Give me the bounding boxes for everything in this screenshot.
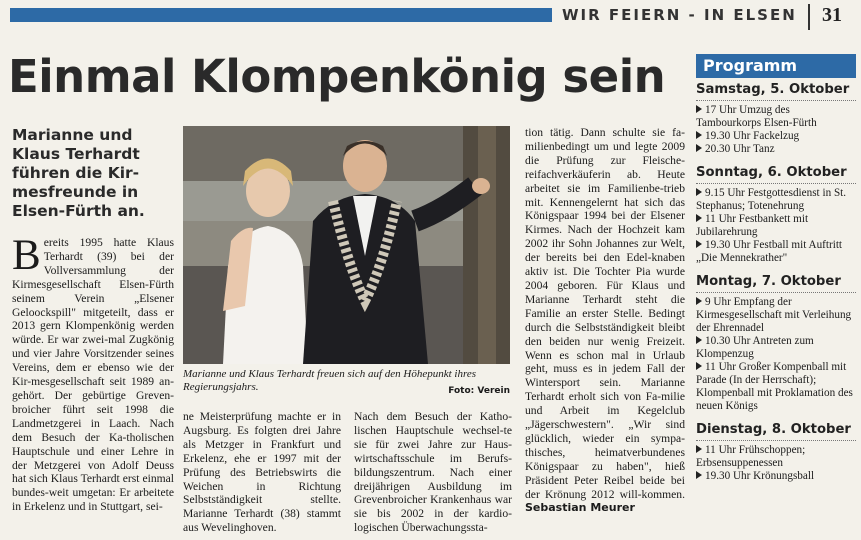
caption-text: Marianne und Klaus Terhardt freuen sich auf den Höhepunkt ihres Regierungsjahrs. [183, 368, 477, 393]
program-event [696, 296, 856, 335]
program-event [696, 361, 856, 413]
program-day [696, 161, 856, 265]
arrow-bullet-icon [696, 445, 702, 453]
program-event-text: 11 Uhr Großer Kompenball mit Parade (In der Herrschaft); Klompenball mit Proklamation des neuen Königs [696, 361, 853, 412]
subheadline: Marianne und Klaus Terhardt führen die Kir-mesfreunde in Elsen-Fürth an. [12, 126, 145, 220]
header-color-bar [10, 8, 552, 22]
article-column-4 [525, 126, 685, 540]
program-day-heading: Samstag, 5. Oktober [696, 78, 856, 101]
column-text: ereits 1995 hatte Klaus Terhardt (39) bei der Vollversammlung der Kirmesgesellschaft Elsen-Fürth seinem Verein „Elsener Geloockspill" mitgeteilt, dass er 2013 gern Klompenkönig werden würde. Er war zwei-mal Zugkönig und vier Jahre Vorsitzender seines Vereins, dem er ebenso wie der Kir-mesgesellschaft seit 1989 an-gehört. Der gebürtige Greven-broicher führt seit 1998 die Landmetzgerei in Laach. Nach dem Besuch der Ka-tholischen Hauptschule und einer Lehre in der Metzgerei von Adolf Deuss hat sich Klaus Terhardt erst einmal bundes-weit umgetan: Er arbeitete in Erkelenz und in Stuttgart, sei- [12, 236, 174, 514]
program-day [696, 270, 856, 413]
arrow-bullet-icon [696, 131, 702, 139]
page-number: 31 [822, 4, 842, 26]
arrow-bullet-icon [696, 240, 702, 248]
program-event-text: 9 Uhr Empfang der Kirmesgesellschaft mit Verleihung der Ehrennadel [696, 296, 852, 334]
program-event [696, 470, 856, 483]
program-event [696, 239, 856, 265]
program-event-text: 9.15 Uhr Festgottesdienst in St. Stephanus; Totenehrung [696, 187, 847, 212]
program-event-text: 11 Uhr Frühschoppen; Erbsensuppenessen [696, 444, 806, 469]
program-event [696, 143, 856, 156]
program-event [696, 213, 856, 239]
program-event-text: 20.30 Uhr Tanz [705, 143, 775, 155]
photo-credit: Foto: Verein [448, 386, 510, 396]
program-title: Programm [696, 54, 856, 78]
program-day-heading: Montag, 7. Oktober [696, 270, 856, 293]
arrow-bullet-icon [696, 144, 702, 152]
section-label: WIR FEIERN - IN ELSEN [562, 6, 797, 24]
divider [808, 4, 810, 30]
photo-caption [183, 368, 510, 398]
program-event-text: 10.30 Uhr Antreten zum Klompenzug [696, 335, 814, 360]
program-event-text: 19.30 Uhr Festball mit Auftritt „Die Mennekrather" [696, 239, 843, 264]
program-day-heading: Sonntag, 6. Oktober [696, 161, 856, 184]
arrow-bullet-icon [696, 362, 702, 370]
program-days [696, 78, 856, 483]
arrow-bullet-icon [696, 297, 702, 305]
program-day [696, 418, 856, 483]
arrow-bullet-icon [696, 471, 702, 479]
arrow-bullet-icon [696, 188, 702, 196]
program-event-text: 19.30 Uhr Krönungsball [705, 470, 815, 482]
arrow-bullet-icon [696, 105, 702, 113]
program-event [696, 130, 856, 143]
headline: Einmal Klompenkönig sein [8, 50, 666, 103]
royal-couple-photo [183, 126, 510, 364]
arrow-bullet-icon [696, 214, 702, 222]
program-event-text: 11 Uhr Festbankett mit Jubilarehrung [696, 213, 809, 238]
program-event [696, 104, 856, 130]
article-column-1 [12, 232, 174, 536]
column-text: tion tätig. Dann schulte sie fa-milienbedingt um und legte 2009 die Prüfung zur Fleische-reifachverkäuferin ab. Heute arbeitet sie im Familienbe-trieb mit. Kennengelernt hat sich das Königspaar 1994 bei der Elsener Kirmes. Nach der Hochzeit kam 2002 ihr Sohn Johannes zur Welt, der bereits bei den Edel-knaben aktiv ist. Die Tochter Pia wurde 2004 geboren. Für Klaus und Marianne Terhardt steht die Familie an erster Stelle. Bedingt durch die Selbstständigkeit bleibt den beiden nur wenig Freizeit. Wenn es schon mal in Urlaub geht, muss es in jedem Fall der Wintersport sein. Marianne Terhardt erholt sich von Fa-milie und Arbeit im Kegelclub „Jägerschwestern". „Wir sind glücklich, wieder ein sympa-thisches, heimatverbundenes Königspaar zu haben", hieß Präsident Peter Reibel beide bei der Krönung 2012 will-kommen. [525, 126, 685, 501]
arrow-bullet-icon [696, 336, 702, 344]
program-sidebar [696, 54, 856, 540]
program-event [696, 335, 856, 361]
program-event [696, 187, 856, 213]
program-day [696, 78, 856, 156]
drop-cap: B [12, 232, 41, 279]
program-event-text: 19.30 Uhr Fackelzug [705, 130, 800, 142]
article-column-3: Nach dem Besuch der Katho-lischen Hauptschule wechsel-te sie für zwei Jahre zur Haus-wirtschaftsschule im Berufs-bildungszentrum. Nach einer dreijährigen Ausbildung im Grevenbroicher Krankenhaus war sie bis 2002 in der kardio-logischen Überwachungssta- [354, 410, 512, 535]
program-event [696, 444, 856, 470]
program-event-text: 17 Uhr Umzug des Tambourkorps Elsen-Fürth [696, 104, 817, 129]
program-day-heading: Dienstag, 8. Oktober [696, 418, 856, 441]
author-byline: Sebastian Meurer [525, 501, 635, 515]
article-column-2: ne Meisterprüfung machte er in Augsburg. Es folgten drei Jahre als Metzger in Frankfurt und Erkelenz, ehe er 1997 mit der Prüfung des Betriebswirts die Weichen in Richtung Selbstständigkeit stellte. Marianne Terhardt (38) stammt aus Wevelinghoven. [183, 410, 341, 535]
